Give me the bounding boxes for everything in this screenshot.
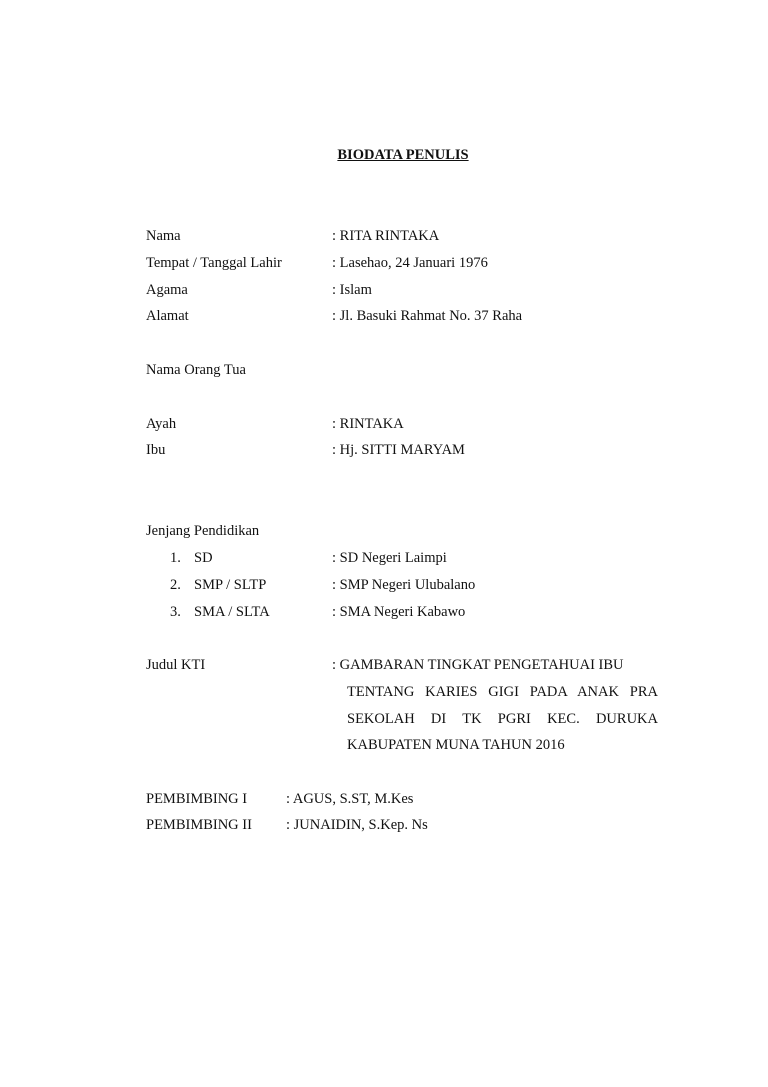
- page-title: BIODATA PENULIS: [337, 147, 469, 163]
- field-value: : SMA Negeri Kabawo: [332, 604, 466, 620]
- field-label: SD: [194, 550, 213, 566]
- field-label: Ayah: [146, 416, 177, 432]
- field-value: : RINTAKA: [332, 416, 404, 432]
- field-label: SMP / SLTP: [194, 577, 267, 593]
- field-label: Tempat / Tanggal Lahir: [146, 255, 282, 271]
- field-value: : AGUS, S.ST, M.Kes: [286, 791, 414, 807]
- field-value: : Hj. SITTI MARYAM: [332, 442, 465, 458]
- field-label: Alamat: [146, 308, 189, 324]
- list-number: 1.: [170, 550, 181, 566]
- field-label: Nama: [146, 228, 181, 244]
- field-label: PEMBIMBING I: [146, 791, 248, 807]
- document-page: BIODATA PENULIS Nama : RITA RINTAKA Tempat / Tanggal Lahir : Lasehao, 24 Januari 1976 Agama : Islam Alamat : Jl. Basuki Rahmat No. 37 Raha Nama Orang Tua Ayah : RINTAKA Ibu : Hj. SITTI MARYAM Jenjang Pendidikan 1. SD : SD Negeri Laimpi 2. SMP / SLTP : SMP Negeri Ulubalano 3. SMA / SLTA : SMA Negeri Kabawo Judul KTI : GAMBARAN TINGKAT PENGETAHUAI IBU TENTANG KARIES GIGI PADA ANAK PRA SEKOLAH DI TK PGRI KEC. DURUKA KABUPATEN MUNA TAHUN 2016 PEMBIMBING I : AGUS, S.ST, M.Kes PEMBIMBING II : JUNAIDIN, S.Kep. Ns: [0, 0, 768, 1087]
- list-number: 2.: [170, 577, 181, 593]
- field-label: Agama: [146, 282, 188, 298]
- list-number: 3.: [170, 604, 181, 620]
- kti-title-line: TENTANG KARIES GIGI PADA ANAK PRA: [347, 684, 658, 700]
- field-label: Judul KTI: [146, 657, 206, 673]
- field-value: : SMP Negeri Ulubalano: [332, 577, 476, 593]
- field-label: SMA / SLTA: [194, 604, 270, 620]
- field-value: : RITA RINTAKA: [332, 228, 440, 244]
- field-value: : Islam: [332, 282, 372, 298]
- field-value: : SD Negeri Laimpi: [332, 550, 447, 566]
- field-value: : GAMBARAN TINGKAT PENGETAHUAI IBU: [332, 657, 624, 673]
- kti-title-line: KABUPATEN MUNA TAHUN 2016: [347, 737, 565, 753]
- field-value: : Lasehao, 24 Januari 1976: [332, 255, 488, 271]
- field-value: : JUNAIDIN, S.Kep. Ns: [286, 817, 428, 833]
- field-label: PEMBIMBING II: [146, 817, 252, 833]
- field-value: : Jl. Basuki Rahmat No. 37 Raha: [332, 308, 523, 324]
- kti-title-line: SEKOLAH DI TK PGRI KEC. DURUKA: [347, 711, 658, 727]
- field-label: Ibu: [146, 442, 166, 458]
